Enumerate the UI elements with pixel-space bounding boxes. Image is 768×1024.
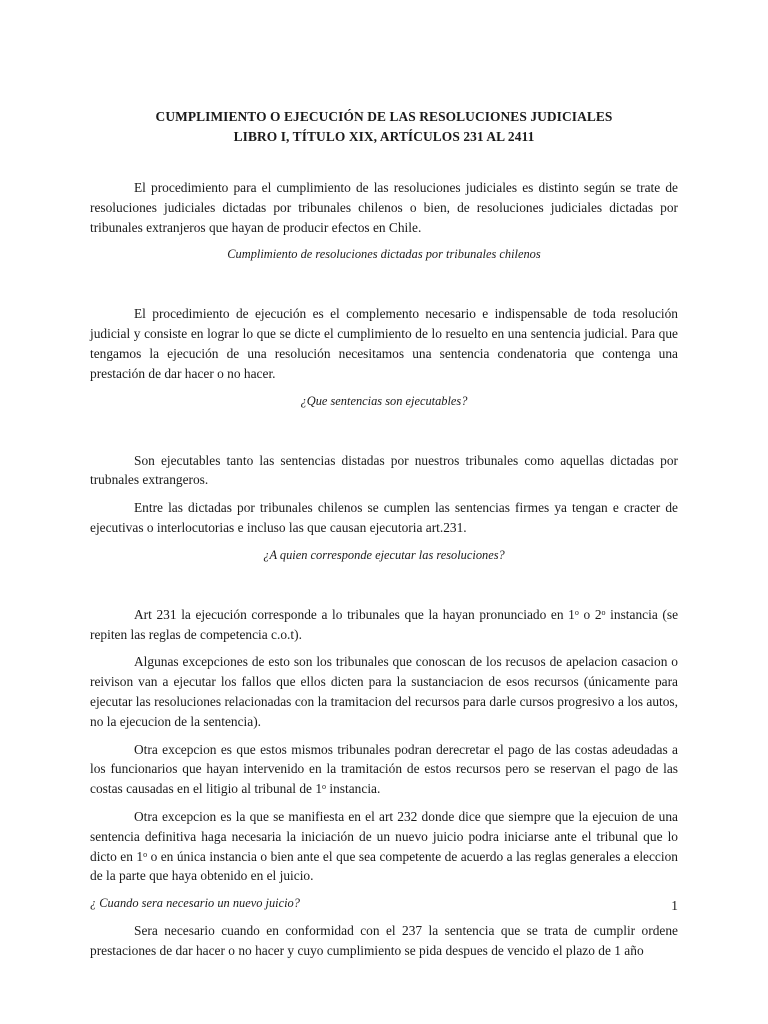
subheading-executable-sentences: ¿Que sentencias son ejecutables? (300, 393, 468, 408)
superscript: o (143, 849, 148, 859)
page-number: 1 (671, 898, 678, 913)
subheading-new-trial: ¿ Cuando sera necesario un nuevo juicio? (90, 896, 300, 911)
paragraph-exceptions: Algunas excepciones de esto son los tribunales que conoscan de los recusos de apelacion casacion o reivison van a ejecutar los fallos que ellos dicten para la sustanciacion de esos recursos (únicamente para ejecutar las resoluciones relacionadas con la tramitacion del recursos para darle cursos progresivo a los autos, no la ejecucion de la sentencia). (90, 654, 678, 729)
paragraph-art-237: Sera necesario cuando en conformidad con el 237 la sentencia que se trata de cumplir ordene prestaciones de dar hacer o no hacer y cuyo cumplimiento se pida despues de vencido el plazo de 1 año (90, 923, 678, 958)
paragraph-art-232 (90, 807, 678, 886)
text-segment: Otra excepcion es la que se manifiesta en el art 232 donde dice que siempre que la ejecuion de una sentencia definitiva haga necesaria la iniciación de un nuevo juicio podra iniciarse ante el tribunal que lo dicto en 1 (90, 808, 678, 864)
paragraph-art-231 (90, 605, 678, 645)
paragraph-chilean-sentences: Entre las dictadas por tribunales chilenos se cumplen las sentencias firmes ya tengan e cracter de ejecutivas o interlocutorias e incluso las que causan ejecutoria art.231. (90, 500, 678, 535)
superscript: o (601, 607, 606, 617)
superscript: o (322, 782, 327, 792)
paragraph-executable: Son ejecutables tanto las sentencias distadas por nuestros tribunales como aquellas dictadas por trubnales extrangeros. (90, 452, 678, 488)
title-line-1: CUMPLIMIENTO O EJECUCIÓN DE LAS RESOLUCIONES JUDICIALES (155, 109, 613, 124)
document-body (90, 178, 678, 969)
superscript: o (574, 607, 579, 617)
paragraph-costs-exception (90, 740, 678, 799)
text-segment: instancia. (326, 781, 381, 797)
text-segment: Otra excepcion es que estos mismos tribunales podran derecretar el pago de las costas adeudadas a los funcionarios que hayan intervenido en la tramitación de estos recursos pero se reservan el pago de las costas causadas en el litigio al tribunal de 1 (90, 741, 678, 797)
text-segment: o 2 (578, 606, 602, 622)
title-line-2: LIBRO I, TÍTULO XIX, ARTÍCULOS 231 AL 2411 (233, 129, 535, 144)
subheading-who-executes: ¿A quien corresponde ejecutar las resoluciones? (263, 547, 505, 562)
text-segment: o en única instancia o bien ante el que sea competente de acuerdo a las reglas generales a eleccion de la parte que haya obtenido en el juicio. (90, 848, 678, 884)
text-segment: instancia (se repiten las reglas de competencia c.o.t). (90, 606, 679, 642)
text-segment: Art 231 la ejecución corresponde a lo tribunales que la hayan pronunciado en 1 (134, 606, 575, 622)
paragraph-execution-procedure: El procedimiento de ejecución es el complemento necesario e indispensable de toda resolución judicial y consiste en lograr lo que se dicte el cumplimiento de lo resuelto en una sentencia judicial. Para que tengamos la ejecución de una resolución necesitamos una sentencia condenatoria que contenga una prestación de dar hacer o no hacer. (90, 306, 678, 381)
paragraph-intro: El procedimiento para el cumplimiento de las resoluciones judiciales es distinto según se trate de resoluciones judiciales dictadas por tribunales chilenos o bien, de resoluciones judiciales dictadas por tribunales extranjeros que hayan de producir efectos en Chile. (90, 180, 678, 235)
subheading-chilean-courts: Cumplimiento de resoluciones dictadas por tribunales chilenos (227, 247, 541, 262)
document-header (90, 107, 678, 147)
